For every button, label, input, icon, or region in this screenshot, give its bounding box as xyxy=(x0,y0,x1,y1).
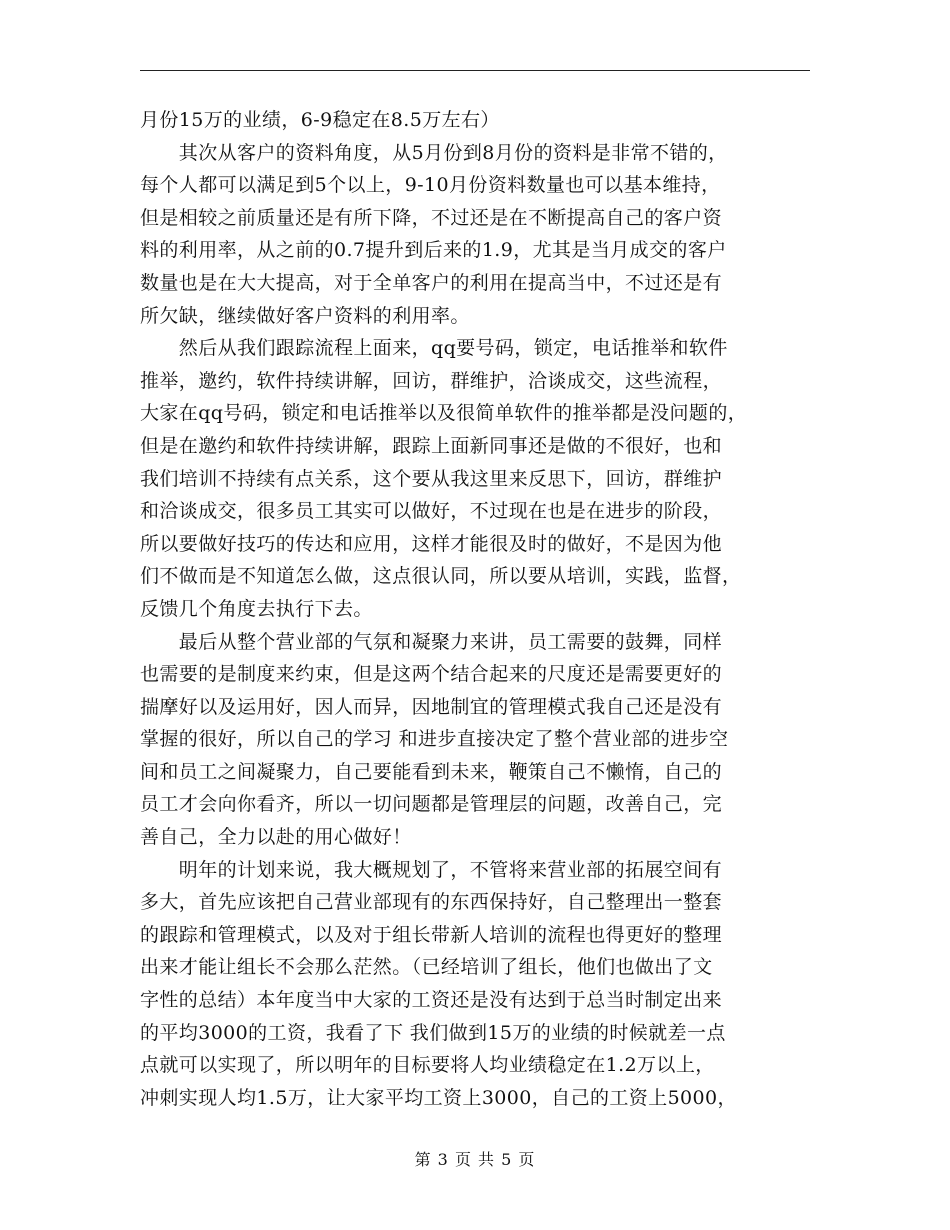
text-line: 点就可以实现了，所以明年的目标要将人均业绩稳定在1.2万以上， xyxy=(140,1054,715,1077)
text-line: 出来才能让组长不会那么茫然。（已经培训了组长，他们也做出了文 xyxy=(140,956,713,979)
text-line: 最后从整个营业部的气氛和凝聚力来讲，员工需要的鼓舞，同样 xyxy=(140,630,723,653)
text-line: 间和员工之间凝聚力，自己要能看到未来，鞭策自己不懒惰，自己的 xyxy=(140,760,723,783)
text-line: 冲刺实现人均1.5万，让大家平均工资上3000，自己的工资上5000， xyxy=(140,1086,737,1109)
text-line: 但是相较之前质量还是有所下降，不过还是在不断提高自己的客户资 xyxy=(140,206,723,229)
text-line: 善自己，全力以赴的用心做好！ xyxy=(140,826,412,849)
text-line: 多大，首先应该把自己营业部现有的东西保持好，自己整理出一整套 xyxy=(140,891,723,914)
header-rule xyxy=(140,70,810,71)
text-line: 的平均3000的工资，我看了下 我们做到15万的业绩的时候就差一点 xyxy=(140,1021,726,1044)
text-line: 掌握的很好，所以自己的学习 和进步直接决定了整个营业部的进步空 xyxy=(140,728,729,751)
text-line: 然后从我们跟踪流程上面来，qq要号码，锁定，电话推举和软件 xyxy=(140,337,728,360)
text-line: 明年的计划来说，我大概规划了，不管将来营业部的拓展空间有 xyxy=(140,858,723,881)
text-line: 也需要的是制度来约束，但是这两个结合起来的尺度还是需要更好的 xyxy=(140,663,723,686)
text-line: 和洽谈成交，很多员工其实可以做好，不过现在也是在进步的阶段， xyxy=(140,500,723,523)
text-line: 反馈几个角度去执行下去。 xyxy=(140,597,373,620)
text-line: 每个人都可以满足到5个以上，9-10月份资料数量也可以基本维持， xyxy=(140,174,721,197)
text-line: 所欠缺，继续做好客户资料的利用率。 xyxy=(140,304,470,327)
text-line: 揣摩好以及运用好，因人而异，因地制宜的管理模式我自己还是没有 xyxy=(140,695,723,718)
text-line: 料的利用率，从之前的0.7提升到后来的1.9，尤其是当月成交的客户 xyxy=(140,239,727,262)
body-text xyxy=(140,104,812,1114)
text-line: 员工才会向你看齐，所以一切问题都是管理层的问题，改善自己，完 xyxy=(140,793,723,816)
page-footer: 第 3 页 共 5 页 xyxy=(414,1150,536,1169)
text-line: 但是在邀约和软件持续讲解，跟踪上面新同事还是做的不很好，也和 xyxy=(140,434,723,457)
text-line: 其次从客户的资料角度，从5月份到8月份的资料是非常不错的， xyxy=(140,141,728,164)
text-line: 所以要做好技巧的传达和应用，这样才能很及时的做好，不是因为他 xyxy=(140,532,723,555)
text-line: 大家在qq号码，锁定和电话推举以及很简单软件的推举都是没问题的， xyxy=(140,402,748,425)
text-line: 我们培训不持续有点关系，这个要从我这里来反思下，回访，群维护 xyxy=(140,467,723,490)
text-line: 推举，邀约，软件持续讲解，回访，群维护，洽谈成交，这些流程， xyxy=(140,369,723,392)
text-line: 字性的总结）本年度当中大家的工资还是没有达到于总当时制定出来 xyxy=(140,989,723,1012)
text-line: 数量也是在大大提高，对于全单客户的利用在提高当中，不过还是有 xyxy=(140,271,723,294)
text-line: 的跟踪和管理模式，以及对于组长带新人培训的流程也得更好的整理 xyxy=(140,923,723,946)
text-line: 月份15万的业绩，6-9稳定在8.5万左右） xyxy=(140,109,500,131)
text-line: 们不做而是不知道怎么做，这点很认同，所以要从培训，实践，监督， xyxy=(140,565,742,588)
